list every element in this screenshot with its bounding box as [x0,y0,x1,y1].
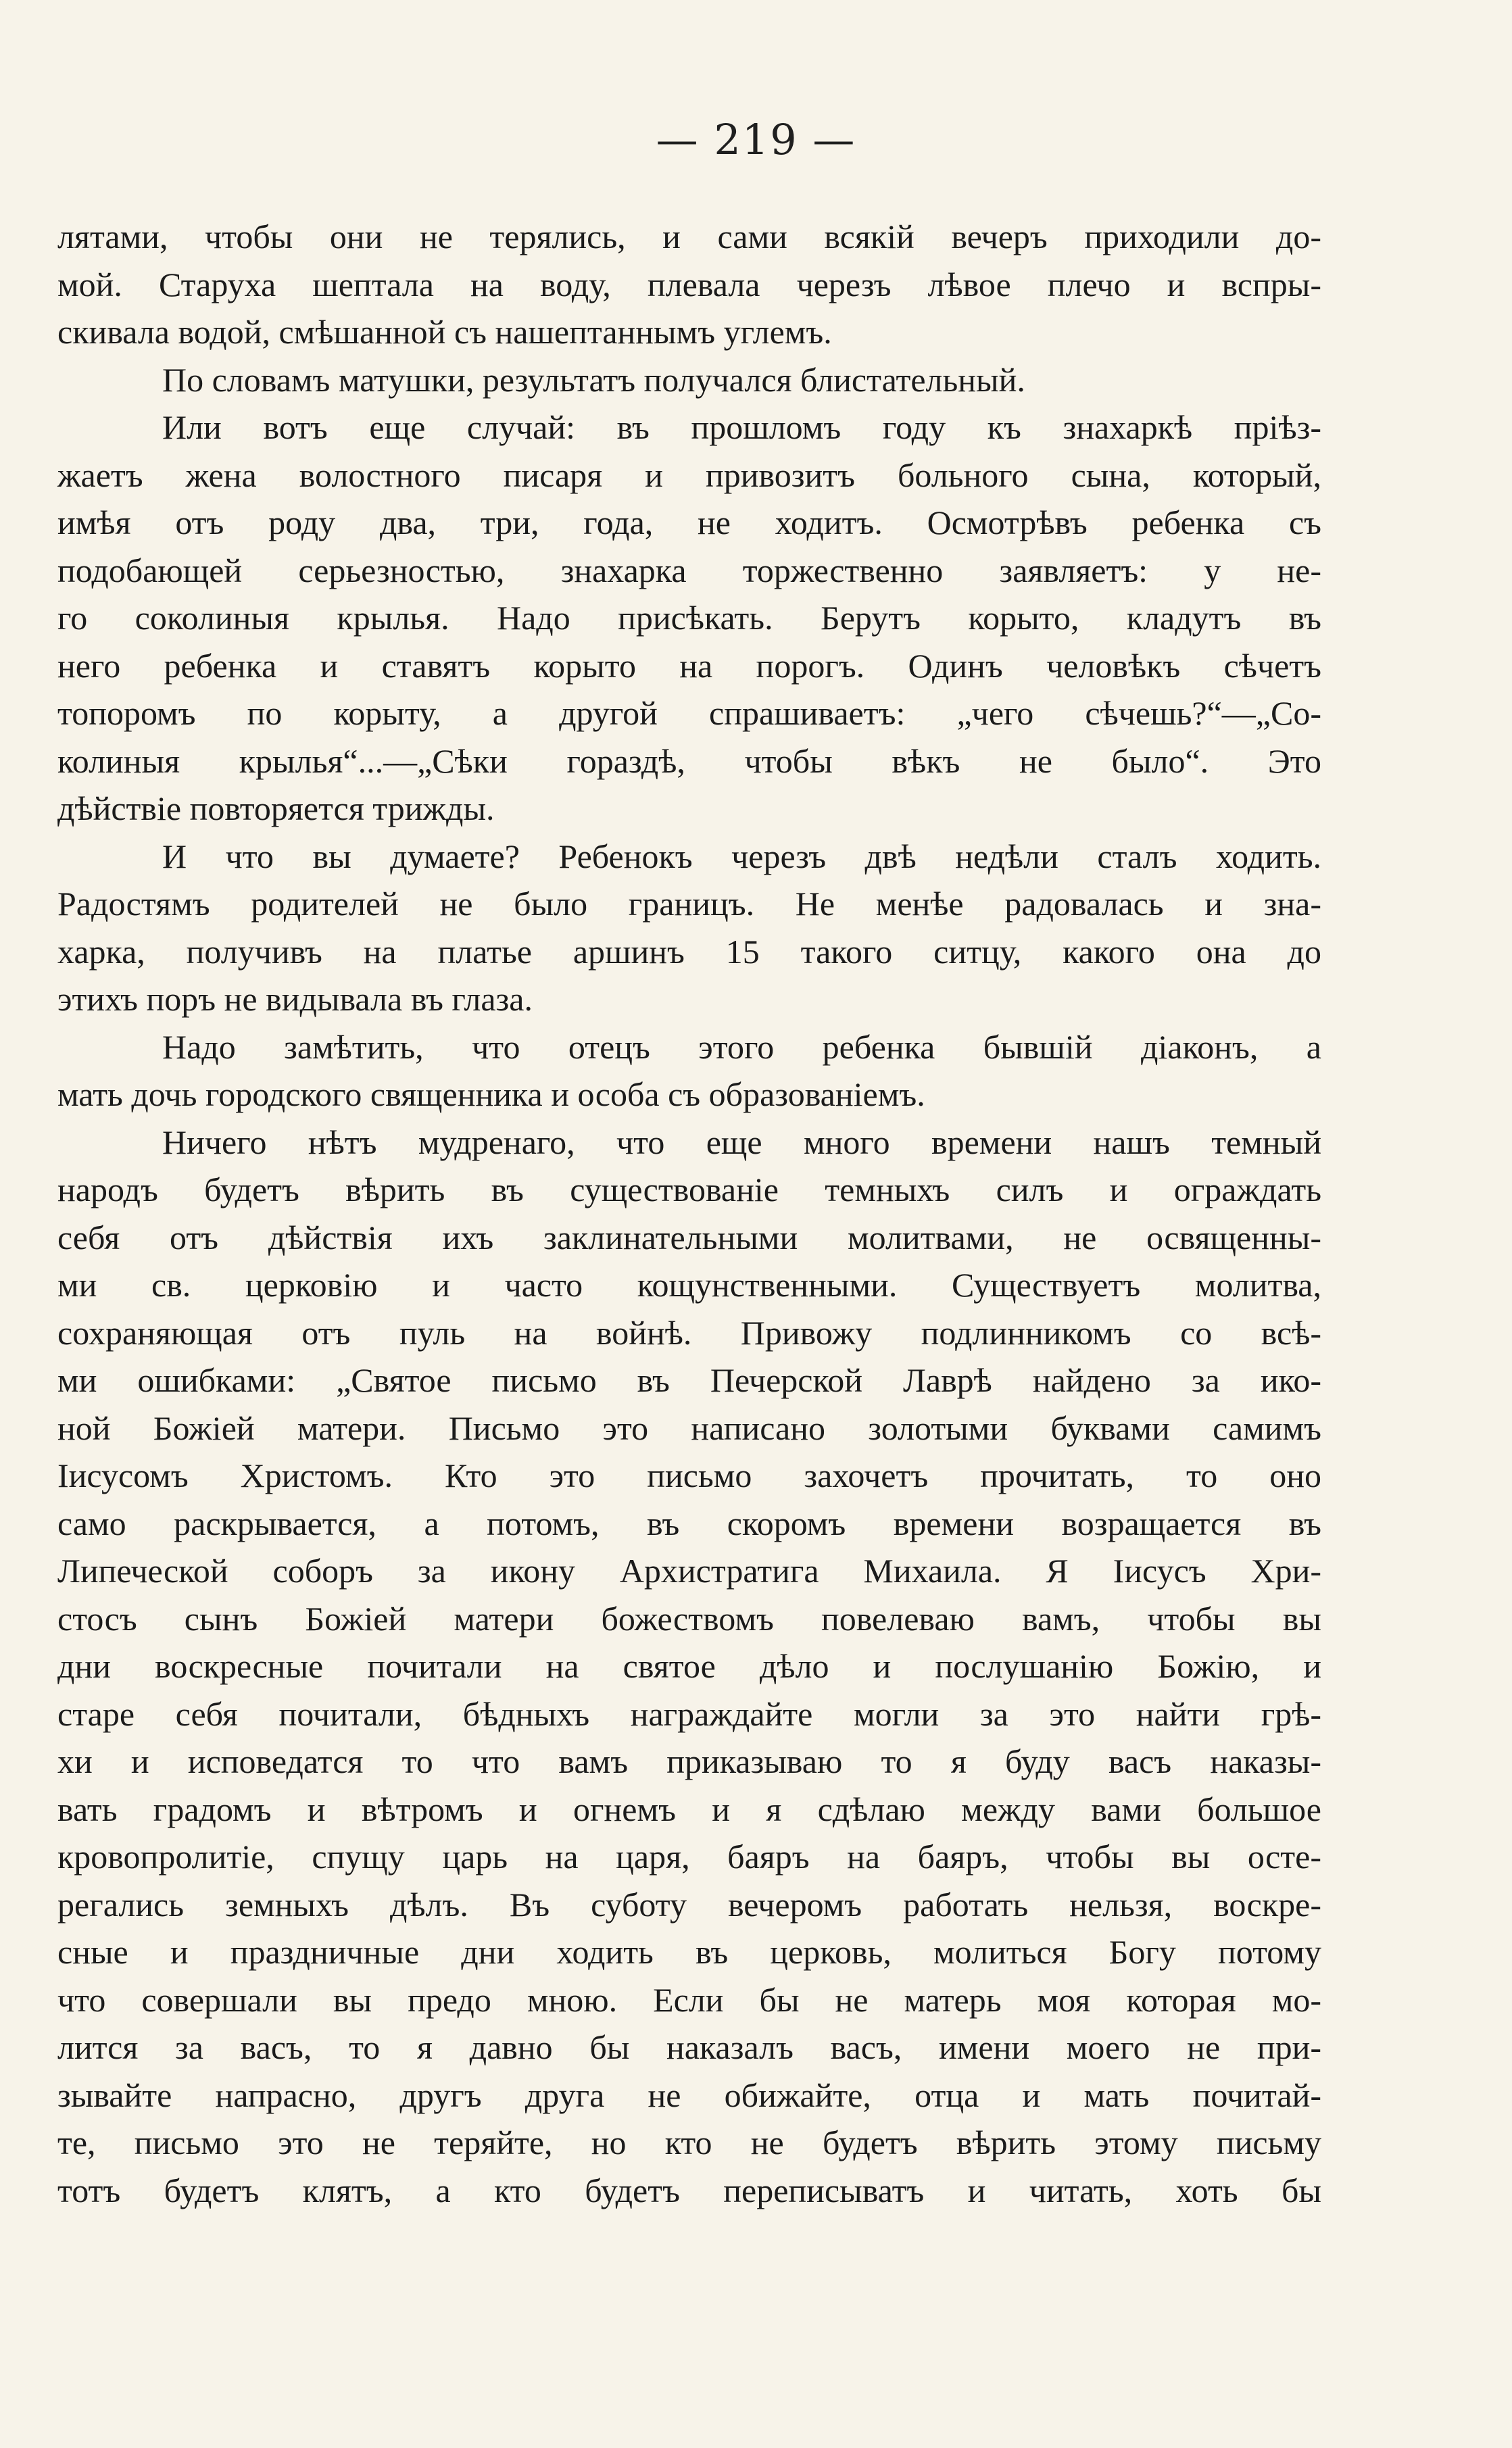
text-line: жаетъ жена волостного писаря и привозитъ больного сына, который, [57,456,1321,494]
text-line: вать градомъ и вѣтромъ и огнемъ и я сдѣлаю между вами большое [57,1790,1321,1828]
text-line: Ничего нѣтъ мудренаго, что еще много времени нашъ темный [162,1123,1321,1161]
text-line: Или вотъ еще случай: въ прошломъ году къ знахаркѣ пріѣз- [162,408,1321,446]
text-line: имѣя отъ роду два, три, года, не ходитъ. Осмотрѣвъ ребенка съ [57,504,1321,541]
text-line: что совершали вы предо мною. Если бы не матерь моя которая мо- [57,1980,1321,2019]
text-line: скивала водой, смѣшанной съ нашептаннымъ углемъ. [57,313,832,351]
text-line: мой. Старуха шептала на воду, плевала черезъ лѣвое плечо и вспры- [57,265,1321,303]
text-line: тотъ будетъ клятъ, а кто будетъ переписыватъ и читать, хоть бы [57,2171,1321,2209]
text-line: топоромъ по корыту, а другой спрашиваетъ: „чего сѣчешь?“—„Со- [57,694,1321,732]
text-line: Надо замѣтить, что отецъ этого ребенка бывшій діаконъ, а [162,1027,1321,1066]
text-line: ми ошибками: „Святое письмо въ Печерской Лаврѣ найдено за ико- [57,1361,1321,1399]
text-line: сные и праздничные дни ходить въ церковь, молиться Богу потому [57,1933,1321,1971]
text-line: лятами, чтобы они не терялись, и сами всякій вечеръ приходили до- [57,218,1321,255]
body-text [57,213,1321,2214]
text-line: По словамъ матушки, результатъ получался блистательный. [162,360,1025,399]
text-line: Радостямъ родителей не было границъ. Не менѣе радовалась и зна- [57,885,1321,923]
text-line: дѣйствіе повторяется трижды. [57,789,495,827]
text-line: Іисусомъ Христомъ. Кто это письмо захочетъ прочитать, то оно [57,1456,1321,1494]
text-line: старе себя почитали, бѣдныхъ награждайте могли за это найти грѣ- [57,1694,1321,1733]
text-line: харка, получивъ на платье аршинъ 15 такого ситцу, какого она до [57,932,1321,971]
text-line: ной Божіей матери. Письмо это написано золотыми буквами самимъ [57,1409,1321,1447]
text-line: него ребенка и ставятъ корыто на порогъ. Одинъ человѣкъ сѣчетъ [57,646,1321,685]
text-line: дни воскресные почитали на святое дѣло и послушанію Божію, и [57,1647,1321,1685]
text-line: зывайте напрасно, другъ друга не обижайте, отца и мать почитай- [57,2076,1321,2114]
text-line: И что вы думаете? Ребенокъ черезъ двѣ недѣли сталъ ходить. [162,837,1321,875]
text-line: те, письмо это не теряйте, но кто не будетъ вѣрить этому письму [57,2124,1321,2161]
text-line: этихъ поръ не видывала въ глаза. [57,980,533,1018]
text-line: мать дочь городского священника и особа съ образованіемъ. [57,1075,925,1113]
text-line: кровопролитіе, спущу царь на царя, баяръ на баяръ, чтобы вы осте- [57,1838,1321,1876]
text-line: колиныя крылья“...—„Сѣки гораздѣ, чтобы вѣкъ не было“. Это [57,741,1321,780]
text-line: ми св. церковію и часто кощунственными. Существуетъ молитва, [57,1266,1321,1304]
text-line: сохраняющая отъ пуль на войнѣ. Привожу подлинникомъ со всѣ- [57,1313,1321,1352]
text-line: само раскрывается, а потомъ, въ скоромъ времени возращается въ [57,1504,1321,1542]
text-line: регались земныхъ дѣлъ. Въ суботу вечеромъ работать нельзя, воскре- [57,1885,1321,1924]
text-line: лится за васъ, то я давно бы наказалъ васъ, имени моего не при- [57,2028,1321,2066]
text-line: стосъ сынъ Божіей матери божествомъ повелеваю вамъ, чтобы вы [57,1599,1321,1638]
text-line: народъ будетъ вѣрить въ существованіе темныхъ силъ и ограждать [57,1171,1321,1208]
text-line: го соколиныя крылья. Надо присѣкать. Берутъ корыто, кладутъ въ [57,599,1321,637]
text-line: хи и исповедатся то что вамъ приказываю то я буду васъ наказы- [57,1742,1321,1780]
text-line: Липеческой соборъ за икону Архистратига Михаила. Я Іисусъ Хри- [57,1552,1321,1590]
text-line: себя отъ дѣйствія ихъ заклинательными молитвами, не освященны- [57,1218,1321,1256]
text-line: подобающей серьезностью, знахарка торжественно заявляетъ: у не- [57,551,1321,589]
page-number: — 219 — [656,115,856,164]
